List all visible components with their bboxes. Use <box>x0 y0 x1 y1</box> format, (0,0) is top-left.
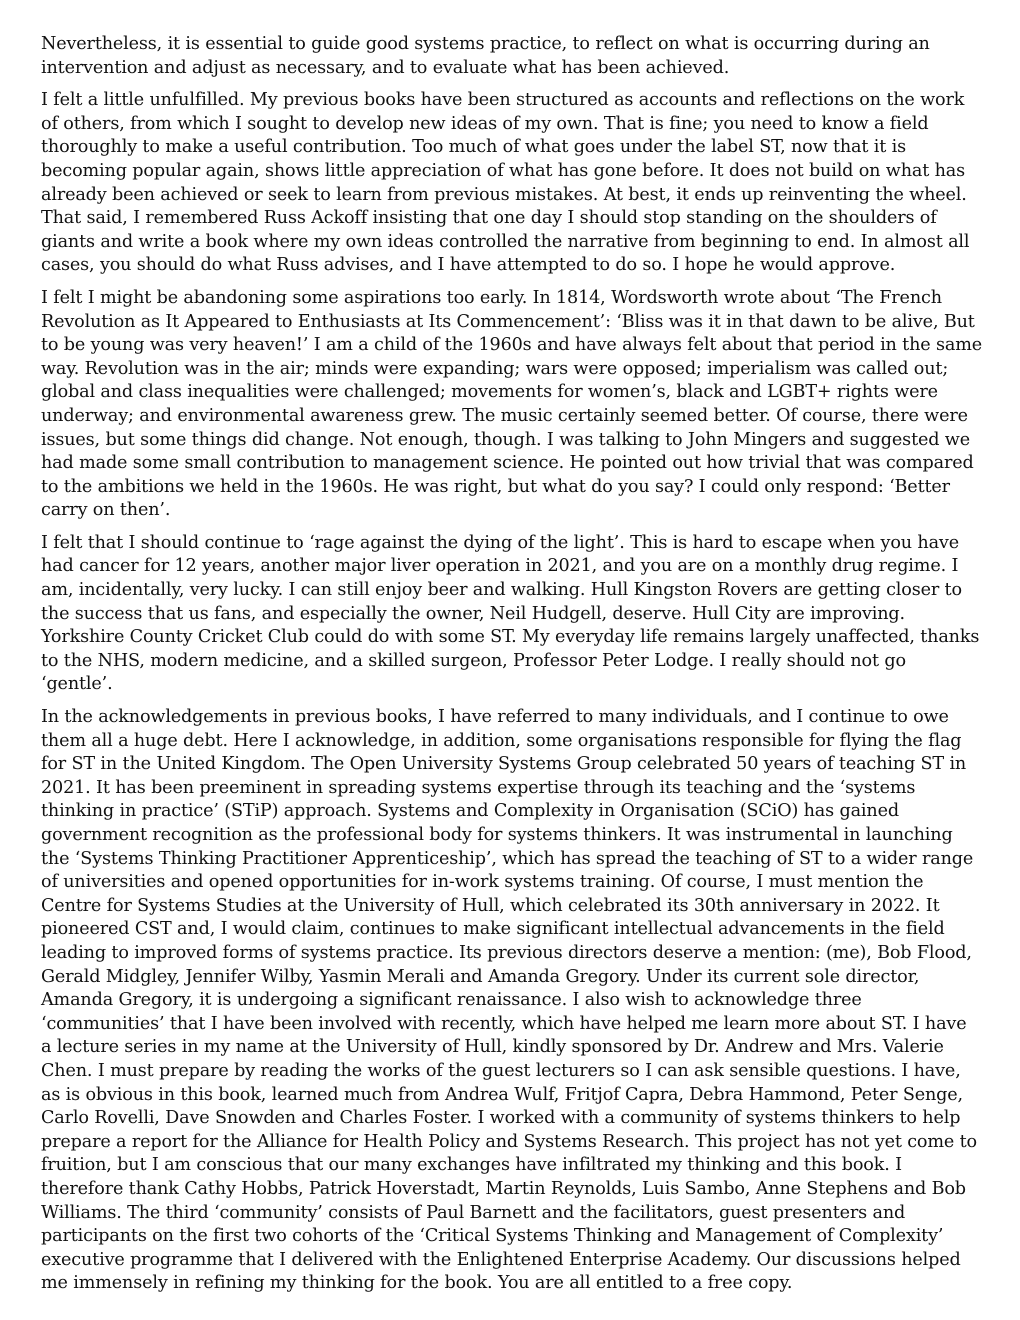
paragraph-aspirations: I felt I might be abandoning some aspirations too early. In 1814, Wordsworth wrote about ‘The French Revolution as It Appeared to Enthusiasts at Its Commencement’: ‘Bliss was it in that dawn to be alive, But to be young was very heaven!’ I am a child of the 1960s and have always felt about that period in the same way. Revolution was in the air; minds were expanding; wars were opposed; imperialism was called out; global and class inequalities were challenged; movements for women’s, black and LGBT+ rights were underway; and environmental awareness grew. The music certainly seemed better. Of course, there were issues, but some things did change. Not enough, though. I was talking to John Mingers and suggested we had made some small contribution to management science. He pointed out how trivial that was compared to the ambitions we held in the 1960s. He was right, but what do you say? I could only respond: ‘Better carry on then’. <box>41 287 982 521</box>
paragraph-guide-practice: Nevertheless, it is essential to guide good systems practice, to reflect on what is occurring during an intervention and adjust as necessary, and to evaluate what has been achieved. <box>41 34 930 78</box>
paragraph-acknowledgements: In the acknowledgements in previous books, I have referred to many individuals, and I continue to owe them all a huge debt. Here I acknowledge, in addition, some organisations responsible for flying the flag for ST in the United Kingdom. The Open University Systems Group celebrated 50 years of teaching ST in 2021. It has been preeminent in spreading systems expertise through its teaching and the ‘systems thinking in practice’ (STiP) approach. Systems and Complexity in Organisation (SCiO) has gained government recognition as the professional body for systems thinkers. It was instrumental in launching the ‘Systems Thinking Practitioner Apprenticeship’, which has spread the teaching of ST to a wider range of universities and opened opportunities for in-work systems training. Of course, I must mention the Centre for Systems Studies at the University of Hull, which celebrated its 30th anniversary in 2022. It pioneered CST and, I would claim, continues to make significant intellectual advancements in the field leading to improved forms of systems practice. Its previous directors deserve a mention: (me), Bob Flood, Gerald Midgley, Jennifer Wilby, Yasmin Merali and Amanda Gregory. Under its current sole director, Amanda Gregory, it is undergoing a significant renaissance. I also wish to acknowledge three ‘communities’ that I have been involved with recently, which have helped me learn more about ST. I have a lecture series in my name at the University of Hull, kindly sponsored by Dr. Andrew and Mrs. Valerie Chen. I must prepare by reading the works of the guest lecturers so I can ask sensible questions. I have, as is obvious in this book, learned much from Andrea Wulf, Fritjof Capra, Debra Hammond, Peter Senge, Carlo Rovelli, Dave Snowden and Charles Foster. I worked with a community of systems thinkers to help prepare a report for the Alliance for Health Policy and Systems Research. This project has not yet come to fruition, but I am conscious that our many exchanges have infiltrated my thinking and this book. I therefore thank Cathy Hobbs, Patrick Hoverstadt, Martin Reynolds, Luis Sambo, Anne Stephens and Bob Williams. The third ‘community’ consists of Paul Barnett and the facilitators, guest presenters and participants on the first two cohorts of the ‘Critical Systems Thinking and Management of Complexity’ executive programme that I delivered with the Enlightened Enterprise Academy. Our discussions helped me immensely in refining my thinking for the book. You are all entitled to a free copy. <box>41 707 977 1294</box>
paragraph-rage-against-light: I felt that I should continue to ‘rage against the dying of the light’. This is hard to escape when you have had cancer for 12 years, another major liver operation in 2021, and you are on a monthly drug regime. I am, incidentally, very lucky. I can still enjoy beer and walking. Hull Kingston Rovers are getting closer to the success that us fans, and especially the owner, Neil Hudgell, deserve. Hull City are improving. Yorkshire County Cricket Club could do with some ST. My everyday life remains largely unaffected, thanks to the NHS, modern medicine, and a skilled surgeon, Professor Peter Lodge. I really should not go ‘gentle’. <box>41 532 980 695</box>
paragraph-unfulfilled: I felt a little unfulfilled. My previous books have been structured as accounts and reflections on the work of others, from which I sought to develop new ideas of my own. That is fine; you need to know a field thoroughly to make a useful contribution. Too much of what goes under the label ST, now that it is becoming popular again, shows little appreciation of what has gone before. It does not build on what has already been achieved or seek to learn from previous mistakes. At best, it ends up reinventing the wheel. That said, I remembered Russ Ackoff insisting that one day I should stop standing on the shoulders of giants and write a book where my own ideas controlled the narrative from beginning to end. In almost all cases, you should do what Russ advises, and I have attempted to do so. I hope he would approve. <box>41 90 970 276</box>
